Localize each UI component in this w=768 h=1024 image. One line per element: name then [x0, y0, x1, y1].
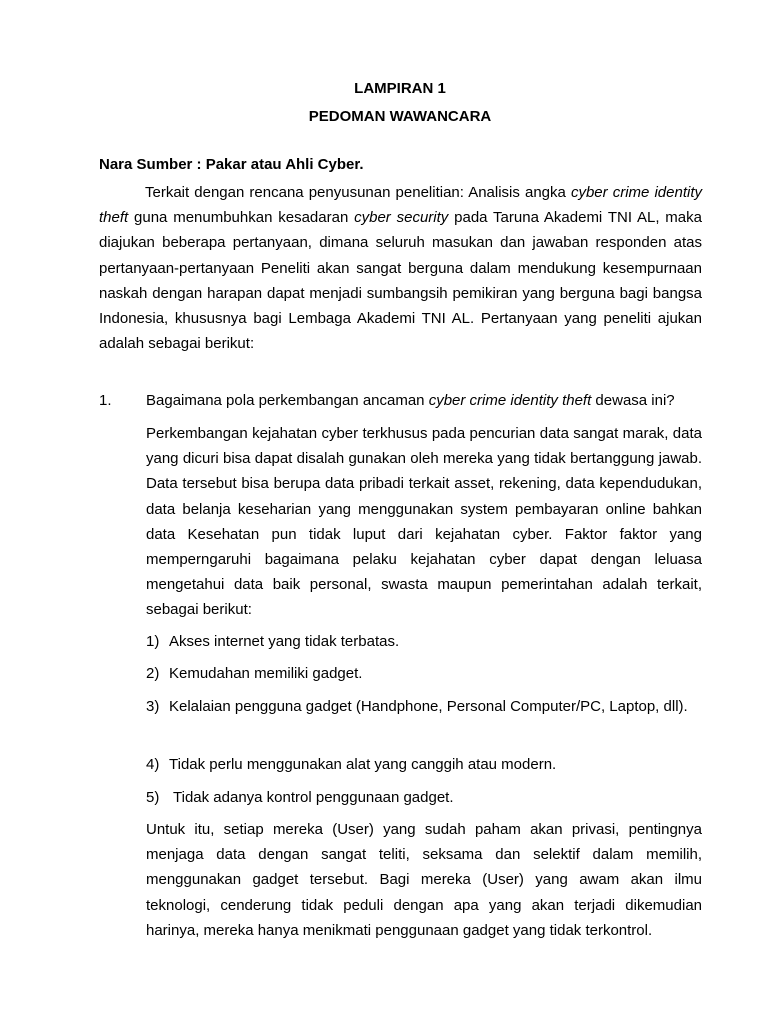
question-text — [146, 392, 675, 410]
factor-text: Akses internet yang tidak terbatas. — [169, 633, 400, 650]
factor-list-item — [146, 661, 702, 686]
question-text-2: dewasa ini? — [591, 392, 675, 409]
closing-paragraph: Untuk itu, setiap mereka (User) yang sudah paham akan privasi, pentingnya menjaga data dengan sangat teliti, seksama dan selektif dalam memilih, menggunakan gadget tersebut. Bagi mereka (User) yang awam akan ilmu teknologi, cenderung tidak peduli dengan apa yang akan terjadi dikemudian harinya, mereka hanya menikmati penggunaan gadget yang tidak terkontrol. — [146, 821, 702, 939]
factor-list-item — [146, 629, 702, 654]
factor-list-item — [146, 785, 702, 810]
intro-paragraph — [99, 180, 702, 356]
factor-number: 1) — [146, 633, 160, 650]
answer-paragraph: Perkembangan kejahatan cyber terkhusus pada pencurian data sangat marak, data yang dicuri bisa dapat disalah gunakan oleh mereka yang tidak bertanggung jawab. Data tersebut bisa berupa data pribadi terkait asset, rekening, data kependudukan, data belanja keseharian yang menggunakan system pembayaran online bahkan data Kesehatan pun tidak luput dari kejahatan cyber. Faktor faktor yang memperngaruhi bagaimana pelaku kejahatan cyber dapat dengan leluasa mengetahui data baik personal, swasta maupun pemerintahan adalah terkait, sebagai berikut: — [146, 425, 702, 619]
question-number: 1. — [99, 392, 112, 409]
factor-list-item — [146, 694, 702, 719]
factor-number: 5) — [146, 789, 160, 806]
intro-italic-1: cyber crime identity theft — [99, 184, 702, 227]
factor-number: 4) — [146, 756, 160, 773]
factor-text: Kelalaian pengguna gadget (Handphone, Personal Computer/PC, Laptop, dll). — [169, 698, 688, 715]
document-title: LAMPIRAN 1 — [354, 80, 446, 97]
factor-number: 2) — [146, 665, 160, 682]
factor-list-item — [146, 752, 702, 777]
intro-italic-2: cyber security — [354, 209, 449, 227]
intro-text-1: Terkait dengan rencana penyusunan penelitian: Analisis angka — [145, 184, 571, 201]
factor-text: Kemudahan memiliki gadget. — [169, 665, 363, 682]
source-heading: Nara Sumber : Pakar atau Ahli Cyber. — [99, 156, 364, 173]
intro-text-2: guna menumbuhkan kesadaran — [128, 209, 355, 227]
factor-number: 3) — [146, 698, 160, 715]
question-italic: cyber crime identity theft — [428, 392, 592, 409]
document-subtitle: PEDOMAN WAWANCARA — [308, 108, 492, 125]
intro-text-3: pada Taruna Akademi TNI AL, maka diajukan beberapa pertanyaan, dimana seluruh masukan dan jawaban responden atas pertanyaan-pertanyaan Peneliti akan sangat berguna dalam mendukung kesempurnaan naskah dengan harapan dapat menjadi sumbangsih pemikiran yang berguna bagi bangsa Indonesia, khususnya bagi Lembaga Akademi TNI AL. Pertanyaan yang peneliti ajukan adalah sebagai berikut: — [99, 209, 702, 353]
question-text-1: Bagaimana pola perkembangan ancaman — [146, 392, 429, 409]
factor-text: Tidak adanya kontrol penggunaan gadget. — [173, 789, 454, 806]
factor-text: Tidak perlu menggunakan alat yang canggih atau modern. — [169, 756, 557, 773]
